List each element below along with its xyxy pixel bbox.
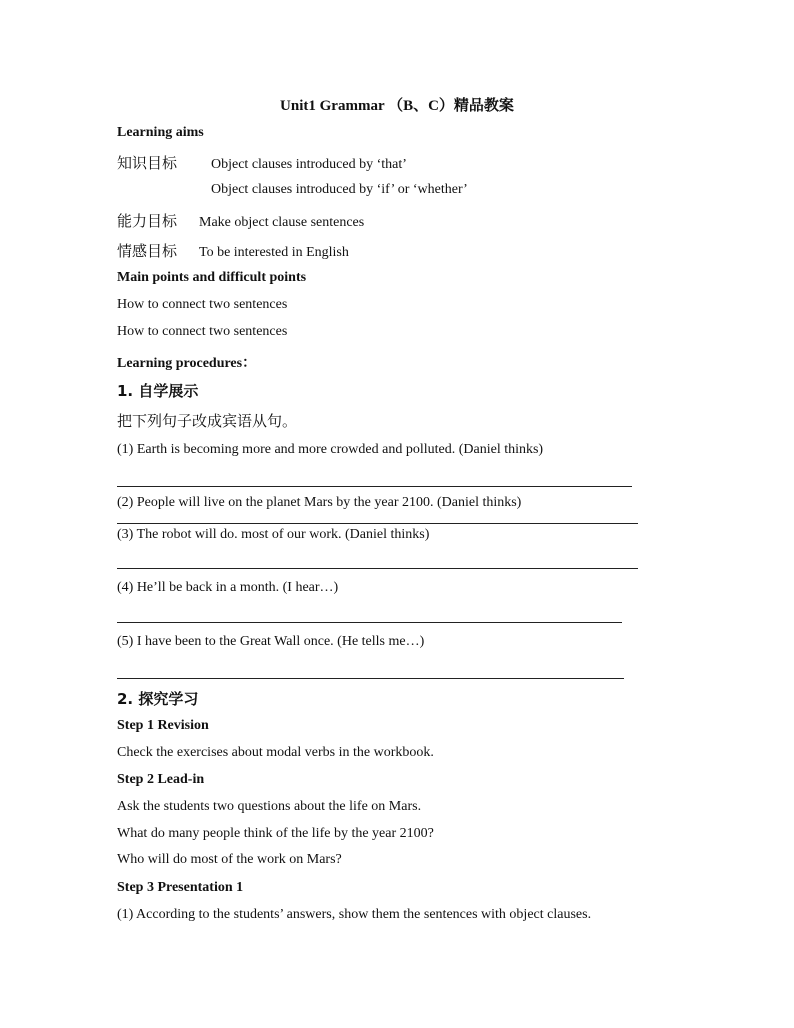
- exercise-3: (3) The robot will do. most of our work. (Daniel thinks): [117, 527, 430, 542]
- learning-aims-heading: Learning aims: [117, 125, 204, 140]
- ability-aim: Make object clause sentences: [199, 215, 365, 230]
- exercise-1: (1) Earth is becoming more and more crowded and polluted. (Daniel thinks): [117, 442, 544, 457]
- section1-title: 1. 自学展示: [117, 382, 199, 400]
- exercise-5: (5) I have been to the Great Wall once. (He tells me…): [117, 634, 425, 649]
- step2-line-3: Who will do most of the work on Mars?: [117, 852, 342, 867]
- procedures-heading: Learning procedures：: [117, 356, 257, 371]
- section1-instruction: 把下列句子改成宾语从句。: [117, 412, 298, 430]
- answer-line-4: [117, 622, 622, 623]
- knowledge-aim-2: Object clauses introduced by ‘if’ or ‘whether’: [211, 182, 468, 197]
- section2-title: 2. 探究学习: [117, 690, 199, 708]
- exercise-2: (2) People will live on the planet Mars by the year 2100. (Daniel thinks): [117, 495, 522, 510]
- ability-aim-row: [117, 210, 364, 231]
- knowledge-aim-1: Object clauses introduced by ‘that’: [211, 157, 407, 172]
- answer-line-1: [117, 486, 632, 487]
- answer-line-5: [117, 678, 624, 679]
- emotion-aim-row: [117, 240, 349, 261]
- answer-line-3: [117, 568, 638, 569]
- main-points-heading: Main points and difficult points: [117, 270, 307, 285]
- document-title: Unit1 Grammar （B、C）精品教案: [280, 98, 514, 114]
- main-point-1: How to connect two sentences: [117, 297, 288, 312]
- knowledge-aim-label: 知识目标: [117, 154, 178, 172]
- step2-line-2: What do many people think of the life by the year 2100?: [117, 826, 434, 841]
- answer-line-2: [117, 523, 638, 524]
- step3-line-1: (1) According to the students’ answers, show them the sentences with object clauses.: [117, 907, 592, 922]
- step2-heading: Step 2 Lead-in: [117, 772, 205, 787]
- knowledge-aim-row: [117, 152, 407, 173]
- step2-line-1: Ask the students two questions about the life on Mars.: [117, 799, 422, 814]
- main-point-2: How to connect two sentences: [117, 324, 288, 339]
- step1-text: Check the exercises about modal verbs in the workbook.: [117, 745, 434, 760]
- emotion-aim: To be interested in English: [199, 245, 349, 260]
- emotion-aim-label: 情感目标: [117, 242, 178, 260]
- step1-heading: Step 1 Revision: [117, 718, 209, 733]
- step3-heading: Step 3 Presentation 1: [117, 880, 244, 895]
- exercise-4: (4) He’ll be back in a month. (I hear…): [117, 580, 339, 595]
- ability-aim-label: 能力目标: [117, 212, 178, 230]
